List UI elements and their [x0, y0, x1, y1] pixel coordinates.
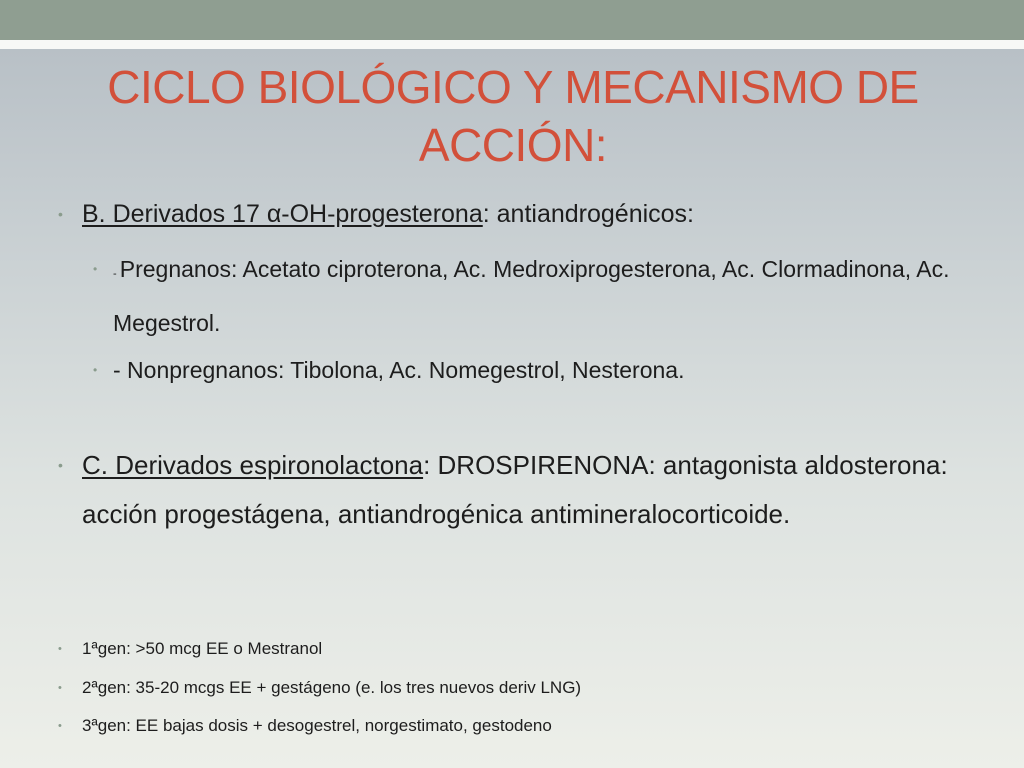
top-divider-line: [0, 40, 1024, 49]
bullet-dot-icon: •: [93, 363, 98, 377]
sub-bullet-nonpregnanos: [93, 346, 953, 395]
bullet-item-espironolactona: [58, 441, 962, 539]
bullet-item-2gen: [58, 677, 982, 699]
bullet-dot-icon: •: [93, 262, 98, 276]
underlined-heading: B. Derivados 17 α-OH-progesterona: [82, 200, 483, 228]
sub-bullet-pregnanos: [93, 245, 953, 348]
bullet-dot-icon: •: [58, 720, 62, 732]
bullet-dot-icon: •: [58, 457, 63, 473]
item-text: : DROSPIRENONA: antagonista aldosterona: acción progestágena, antiandrogénica antimineralocorticoide.: [82, 450, 948, 529]
dash-marker: -: [113, 268, 120, 280]
bullet-dot-icon: •: [58, 682, 62, 694]
bullet-item-1gen: [58, 638, 982, 660]
item-text: : antiandrogénicos:: [482, 200, 695, 228]
bullet-item-3gen: [58, 715, 982, 737]
bullet-dot-icon: •: [58, 643, 62, 655]
slide-title: CICLO BIOLÓGICO Y MECANISMO DE ACCIÓN:: [107, 61, 919, 171]
underlined-heading: C. Derivados espironolactona: [82, 450, 424, 480]
top-decorative-bar: [0, 0, 1024, 40]
item-text: 2ªgen: 35-20 mcgs EE + gestágeno (e. los tres nuevos deriv LNG): [82, 678, 582, 697]
item-text: 3ªgen: EE bajas dosis + desogestrel, norgestimato, gestodeno: [82, 716, 552, 735]
bullet-item-derivados-17: [58, 190, 982, 239]
item-text: - Nonpregnanos: Tibolona, Ac. Nomegestrol, Nesterona.: [113, 357, 685, 383]
item-text: 1ªgen: >50 mcg EE o Mestranol: [82, 639, 323, 658]
bullet-dot-icon: •: [58, 206, 63, 222]
item-text: Pregnanos: Acetato ciproterona, Ac. Medroxiprogesterona, Ac. Clormadinona, Ac. Megestrol.: [113, 256, 950, 336]
